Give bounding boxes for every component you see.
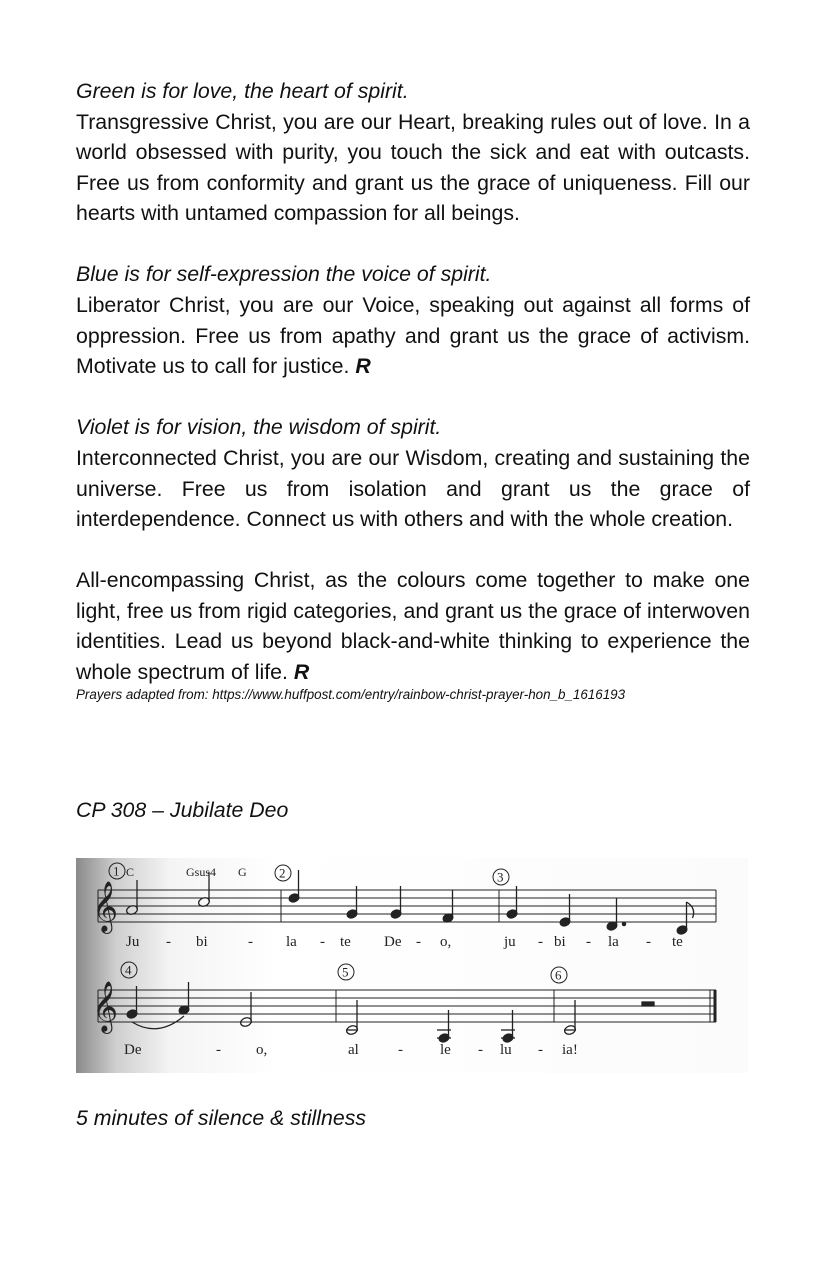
svg-text:-: - bbox=[586, 934, 591, 950]
svg-text:De: De bbox=[124, 1042, 142, 1058]
svg-text:al: al bbox=[348, 1042, 359, 1058]
svg-text:-: - bbox=[646, 934, 651, 950]
svg-text:la: la bbox=[286, 934, 297, 950]
svg-text:te: te bbox=[672, 934, 683, 950]
svg-text:o,: o, bbox=[256, 1042, 268, 1058]
section-heading-blue: Blue is for self-expression the voice of spirit. bbox=[76, 262, 492, 287]
treble-clef-icon: 𝄞 bbox=[92, 881, 119, 932]
svg-text:-: - bbox=[538, 1042, 543, 1058]
svg-text:la: la bbox=[608, 934, 619, 950]
chord-symbol: Gsus4 bbox=[186, 865, 217, 879]
silence-note: 5 minutes of silence & stillness bbox=[76, 1106, 367, 1130]
section-body-blue: Liberator Christ, you are our Voice, speaking out against all forms of oppression. Free us from apathy and grant us the grace of activism. Motivate us to call for justice. R bbox=[76, 293, 750, 379]
svg-text:o,: o, bbox=[440, 934, 452, 950]
svg-text:-: - bbox=[416, 934, 421, 950]
svg-text:-: - bbox=[166, 934, 171, 950]
svg-text:lu: lu bbox=[500, 1042, 512, 1058]
section-heading-green: Green is for love, the heart of spirit. bbox=[76, 79, 409, 103]
svg-text:-: - bbox=[398, 1042, 403, 1058]
svg-text:-: - bbox=[216, 1042, 221, 1058]
chord-symbol: C bbox=[126, 865, 135, 879]
measure-number: 4 bbox=[125, 962, 132, 978]
section-heading-violet: Violet is for vision, the wisdom of spirit. bbox=[76, 415, 442, 440]
source-note: Prayers adapted from: https://www.huffpost.com/entry/rainbow-christ-prayer-hon_b_1616193 bbox=[76, 686, 626, 702]
svg-text:le: le bbox=[440, 1042, 451, 1058]
music-score bbox=[76, 858, 748, 1073]
svg-text:Ju: Ju bbox=[126, 934, 140, 950]
measure-number: 6 bbox=[555, 967, 562, 983]
hymn-title: CP 308 – Jubilate Deo bbox=[76, 798, 289, 822]
svg-text:-: - bbox=[538, 934, 543, 950]
treble-clef-icon: 𝄞 bbox=[92, 981, 119, 1032]
closing-prayer: All-encompassing Christ, as the colours come together to make one light, free us from rigid categories, and grant us the grace of interwoven identities. Lead us beyond black-and-white thinking to experience the whole spectrum of life. R bbox=[76, 568, 750, 684]
section-body-violet: Interconnected Christ, you are our Wisdom, creating and sustaining the universe. Free us from isolation and grant us the grace of interdependence. Connect us with others and with the whole creation. bbox=[76, 445, 750, 532]
svg-text:ju: ju bbox=[504, 934, 516, 950]
measure-number: 1 bbox=[113, 863, 120, 879]
section-body-green: Transgressive Christ, you are our Heart, breaking rules out of love. In a world obsessed with purity, you touch the sick and eat with outcasts. Free us from conformity and grant us the grace of uniqueness. Fill our hearts with untamed compassion for all beings. bbox=[76, 109, 750, 226]
svg-text:De: De bbox=[384, 934, 402, 950]
svg-text:ia!: ia! bbox=[562, 1042, 578, 1058]
svg-text:-: - bbox=[478, 1042, 483, 1058]
measure-number: 3 bbox=[497, 869, 504, 885]
chord-symbol: G bbox=[238, 865, 247, 879]
svg-text:bi: bi bbox=[196, 934, 208, 950]
measure-number: 2 bbox=[279, 865, 286, 881]
response-marker: R bbox=[293, 660, 310, 684]
response-marker: R bbox=[355, 354, 371, 379]
measure-number: 5 bbox=[342, 964, 349, 980]
svg-text:bi: bi bbox=[554, 934, 566, 950]
svg-text:-: - bbox=[320, 934, 325, 950]
prayer-text bbox=[76, 76, 750, 704]
svg-text:te: te bbox=[340, 934, 351, 950]
svg-text:-: - bbox=[248, 934, 253, 950]
